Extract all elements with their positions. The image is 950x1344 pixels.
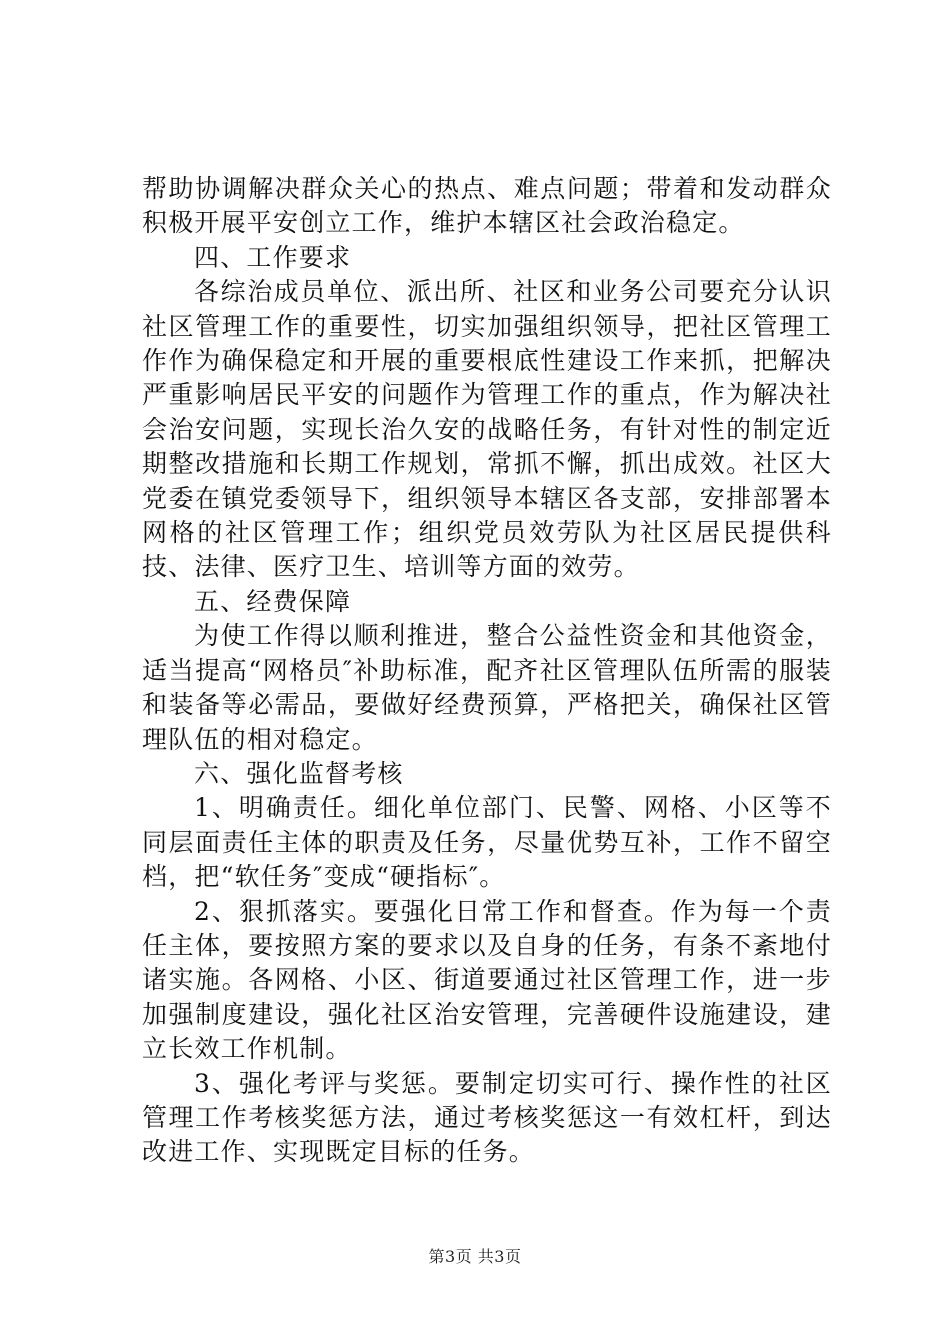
section-heading-supervision: 六、强化监督考核	[194, 758, 404, 788]
paragraph-work-requirements: 各综治成员单位、派出所、社区和业务公司要充分认识社区管理工作的重要性，切实加强组织领导，把社区管理工作作为确保稳定和开展的重要根底性建设工作来抓，把解决严重影响居民平安的问题作为管理工作的重点，作为解决社会治安问题，实现长治久安的战略任务，有针对性的制定近期整改措施和长期工作规划，常抓不懈，抓出成效。社区大党委在镇党委领导下，组织领导本辖区各支部，安排部署本网格的社区管理工作；组织党员效劳队为社区居民提供科技、法律、医疗卫生、培训等方面的效劳。	[142, 277, 832, 582]
paragraph-responsibility: 1、明确责任。细化单位部门、民警、网格、小区等不同层面责任主体的职责及任务，尽量优势互补，工作不留空档，把“软任务″变成“硬指标″。	[142, 793, 832, 892]
document-body	[142, 172, 832, 1170]
section-heading-funding: 五、经费保障	[194, 586, 352, 616]
section-heading-work-requirements: 四、工作要求	[194, 242, 352, 272]
page-footer: 第3页 共3页	[428, 1247, 522, 1266]
paragraph-funding: 为使工作得以顺利推进，整合公益性资金和其他资金，适当提高“网格员″补助标准，配齐社区管理队伍所需的服装和装备等必需品，要做好经费预算，严格把关，确保社区管理队伍的相对稳定。	[142, 621, 832, 754]
paragraph-implementation: 2、狠抓落实。要强化日常工作和督查。作为每一个责任主体，要按照方案的要求以及自身的任务，有条不紊地付诸实施。各网格、小区、街道要通过社区管理工作，进一步加强制度建设，强化社区治安管理，完善硬件设施建设，建立长效工作机制。	[142, 896, 832, 1064]
paragraph-evaluation: 3、强化考评与奖惩。要制定切实可行、操作性的社区管理工作考核奖惩方法，通过考核奖惩这一有效杠杆，到达改进工作、实现既定目标的任务。	[142, 1068, 832, 1167]
paragraph-continuation: 帮助协调解决群众关心的热点、难点问题；带着和发动群众积极开展平安创立工作，维护本辖区社会政治稳定。	[142, 174, 832, 238]
